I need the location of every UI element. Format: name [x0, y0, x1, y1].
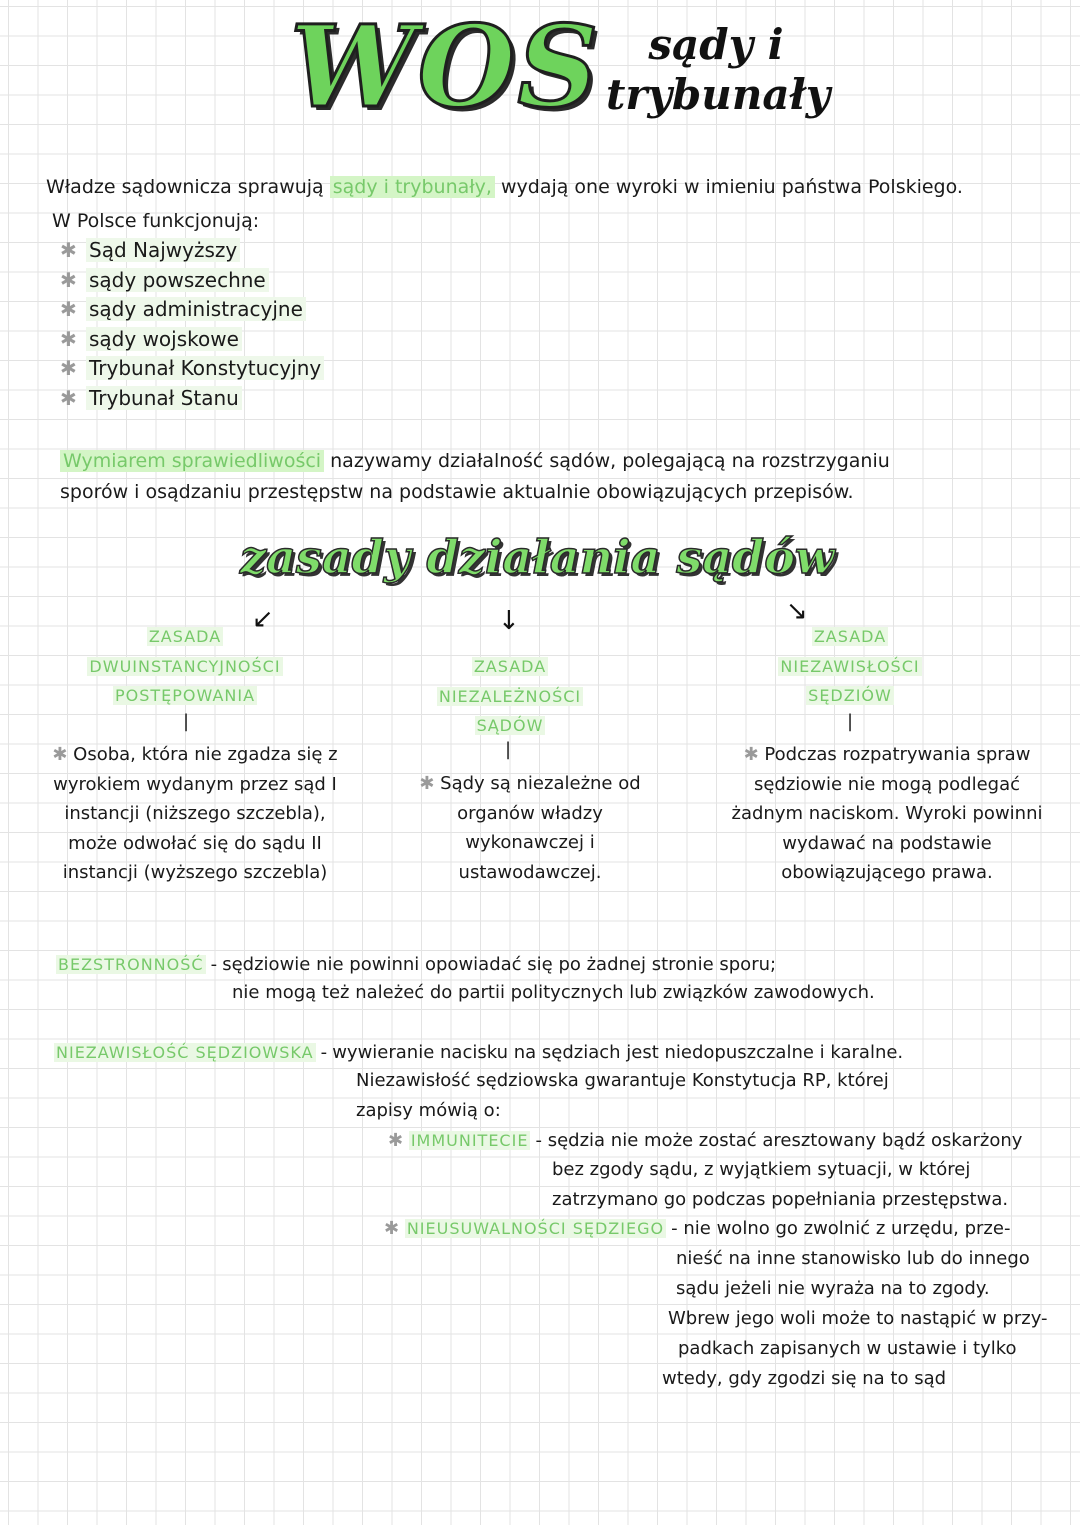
- arrow-down-icon: ↓: [498, 606, 520, 636]
- list-item: ✱ Trybunał Konstytucyjny: [60, 354, 324, 384]
- connector-tick: |: [504, 739, 512, 760]
- connector-tick: |: [182, 711, 190, 732]
- irremovability-line-5: padkach zapisanych w ustawie i tylko: [678, 1338, 1017, 1359]
- independence-line-2: Niezawisłość sędziowska gwarantuje Konstytucja RP, której: [356, 1070, 889, 1091]
- irremovability-label: NIEUSUWALNOŚCI SĘDZIEGO: [406, 1219, 665, 1238]
- asterisk-icon: ✱: [60, 297, 77, 321]
- principles-title: zasady działania sądów: [240, 530, 835, 584]
- intro-highlight: sądy i trybunały,: [330, 176, 495, 198]
- intro-part-1: Władze sądownicza sprawują: [46, 176, 324, 198]
- principle-left: [60, 622, 310, 711]
- asterisk-icon: ✱: [384, 1218, 405, 1239]
- principle-right: [740, 622, 960, 711]
- asterisk-icon: ✱: [60, 326, 77, 351]
- asterisk-icon: ✱: [60, 238, 77, 262]
- irremovability-line-2: nieść na inne stanowisko lub do innego: [676, 1248, 1030, 1269]
- asterisk-icon: ✱: [388, 1130, 409, 1151]
- principle-middle-body: ✱ Sądy są niezależne od organów władzy wykonawczej i ustawodawczej.: [419, 773, 641, 883]
- principle-right-body: ✱ Podczas rozpatrywania spraw sędziowie nie mogą podlegać żadnym naciskom. Wyroki powinni wydawać na podstawie obowiązującego prawa.: [731, 744, 1043, 883]
- impartiality-row: [56, 950, 776, 980]
- wos-logo: WOS: [290, 2, 601, 133]
- topic-subtitle: [606, 20, 831, 120]
- asterisk-icon: ✱: [743, 744, 765, 765]
- intro-line-2: W Polsce funkcjonują:: [52, 210, 260, 232]
- intro-sentence: [46, 176, 963, 198]
- list-item: ✱ sądy powszechne: [60, 266, 324, 296]
- immunity-label: IMMUNITECIE: [410, 1131, 529, 1150]
- arrow-down-left-icon: ↙: [252, 604, 274, 634]
- independence-label: NIEZAWISŁOŚĆ SĘDZIOWSKA: [56, 1043, 314, 1062]
- independence-row: [54, 1038, 903, 1068]
- independence-line-3: zapisy mówią o:: [356, 1100, 501, 1121]
- list-item: ✱ sądy wojskowe: [60, 325, 324, 355]
- irremovability-row: [384, 1214, 1010, 1244]
- asterisk-icon: ✱: [60, 385, 77, 410]
- immunity-row: [388, 1126, 1022, 1156]
- independence-dash: -: [320, 1042, 328, 1063]
- principle-middle: [400, 652, 620, 741]
- list-item: ✱ Trybunał Stanu: [60, 384, 324, 414]
- impartiality-label: BEZSTRONNOŚĆ: [58, 955, 204, 974]
- independence-line-1: wywieranie nacisku na sędziach jest niedopuszczalne i karalne.: [332, 1042, 904, 1063]
- intro-part-2: wydają one wyroki w imieniu państwa Polskiego.: [500, 176, 963, 198]
- irremovability-line-4: Wbrew jego woli może to nastąpić w przy-: [668, 1308, 1048, 1329]
- irremovability-line-6: wtedy, gdy zgodzi się na to sąd: [662, 1368, 947, 1389]
- irremovability-line-1: - nie wolno go zwolnić z urzędu, prze-: [671, 1218, 1011, 1239]
- principle-right-heading: ZASADA NIEZAWISŁOŚCI SĘDZIÓW: [780, 627, 920, 705]
- arrow-down-right-icon: ↘: [786, 596, 808, 626]
- principle-middle-heading: ZASADA NIEZALEŻNOŚCI SĄDÓW: [438, 657, 582, 735]
- immunity-line-3: zatrzymano go podczas popełniania przestępstwa.: [552, 1189, 1009, 1210]
- subtitle-line-1: sądy i: [648, 20, 784, 69]
- principle-left-heading: ZASADA DWUINSTANCYJNOŚCI POSTĘPOWANIA: [89, 627, 281, 705]
- asterisk-icon: ✱: [60, 267, 77, 292]
- connector-tick: |: [846, 711, 854, 732]
- impartiality-line-1: sędziowie nie powinni opowiadać się po żadnej stronie sporu;: [222, 954, 777, 975]
- impartiality-dash: -: [210, 954, 218, 975]
- asterisk-icon: ✱: [60, 356, 77, 380]
- list-item: ✱ sądy administracyjne: [60, 295, 324, 325]
- justice-term: Wymiarem sprawiedliwości: [60, 450, 324, 472]
- immunity-line-1: - sędzia nie może zostać aresztowany bądź oskarżony: [535, 1130, 1023, 1151]
- subtitle-line-2: trybunały: [606, 70, 831, 119]
- immunity-line-2: bez zgody sądu, z wyjątkiem sytuacji, w której: [552, 1159, 971, 1180]
- asterisk-icon: ✱: [419, 773, 441, 794]
- justice-definition-text: nazywamy działalność sądów, polegającą na rozstrzyganiu sporów i osądzaniu przestępstw na podstawie aktualnie obowiązujących przepisów.: [60, 450, 890, 503]
- principle-left-body: ✱ Osoba, która nie zgadza się z wyrokiem wydanym przez sąd I instancji (niższego szczebla), może odwołać się do sądu II instancji (wyższego szczebla): [52, 744, 338, 883]
- impartiality-line-2: nie mogą też należeć do partii politycznych lub związków zawodowych.: [232, 982, 875, 1003]
- list-item: ✱ Sąd Najwyższy: [60, 236, 324, 266]
- asterisk-icon: ✱: [52, 744, 74, 765]
- irremovability-line-3: sądu jeżeli nie wyraża na to zgody.: [676, 1278, 990, 1299]
- justice-definition: [60, 446, 960, 508]
- courts-list: [60, 236, 324, 413]
